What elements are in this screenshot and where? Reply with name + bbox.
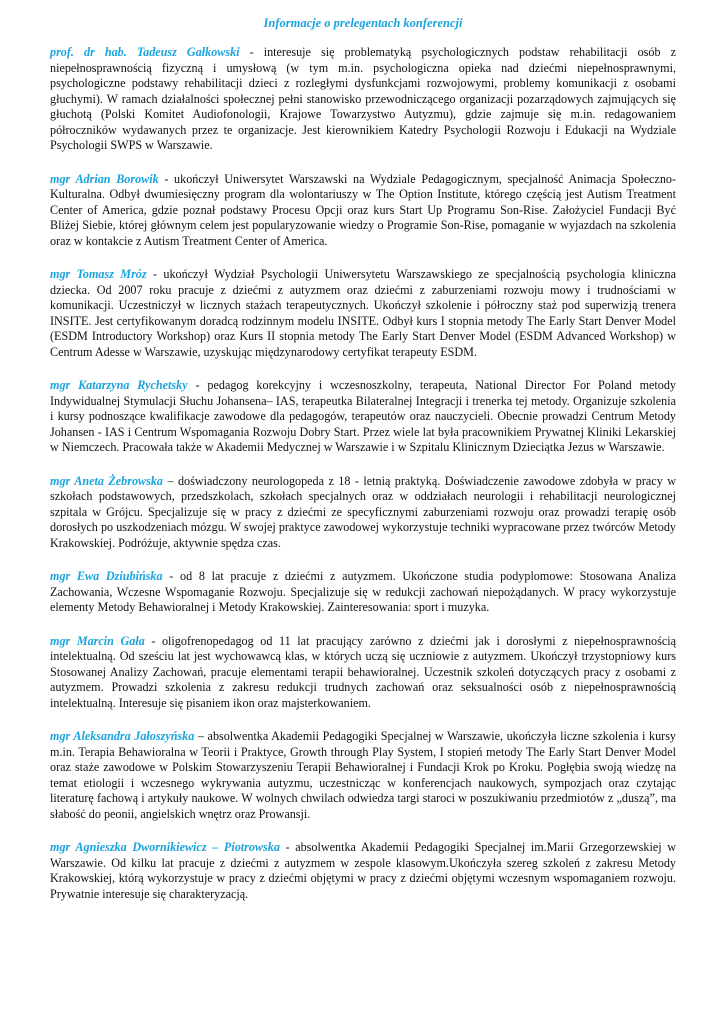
speaker-entry xyxy=(50,840,676,902)
speaker-name: mgr Adrian Borowik xyxy=(50,171,159,186)
speaker-bio: - oligofrenopedagog od 11 lat pracujący zarówno z dziećmi jak i dorosłymi z niepełnosprawnością intelektualną. Od sześciu lat jest wychowawcą klas, w których uczą się uczniowie z autyzmem. Ukończył trzystopniowy kurs Stosowanej Analizy Zachowań, pracuje elementami terapii behawioralnej. Uczestnik szkoleń dotyczących pracy z osobami z autyzmem. Prowadzi szkolenia z zakresu redukcji trudnych zachowań oraz seksualności osób z niepełnosprawnością intelektualną. Interesuje się pisaniem ikon oraz majsterkowaniem. xyxy=(50,633,676,710)
speaker-entry xyxy=(50,729,676,822)
speaker-entry xyxy=(50,45,676,154)
speaker-entry xyxy=(50,474,676,552)
speaker-entry xyxy=(50,569,676,616)
speaker-bio: - od 8 lat pracuje z dziećmi z autyzmem. Ukończone studia podyplomowe: Stosowana Analiza Zachowania, Wczesne Wspomaganie Rozwoju. Specjalizuje się w redukcji zachowań niepożądanych. W pracy wykorzystuje elementy Metody Behawioralnej i Metody Krakowskiej. Zainteresowania: sport i muzyka. xyxy=(50,569,676,614)
speaker-name: prof. dr hab. Tadeusz Gałkowski xyxy=(50,45,240,59)
speaker-bio: - ukończył Wydział Psychologii Uniwersytetu Warszawskiego ze specjalnością psychologia kliniczna dziecka. Od 2007 roku pracuje z dziećmi z autyzmem oraz dziećmi z zaburzeniami rozwoju mowy i trudnościami w komunikacji. Uczestniczył w licznych stażach terapeutycznych. Ukończył szkolenie i półroczny staż pod superwizją trenera INSITE. Jest certyfikowanym doradcą rodzinnym modelu INSITE. Odbył kurs I stopnia metody The Early Start Denver Model (ESDM Introductory Workshop) oraz Kurs II stopnia metody The Early Start Denver Model (ESDM Advanced Workshop) w Centrum Adesse w Warszawie, uzyskując międzynarodowy certyfikat terapeuty ESDM. xyxy=(50,267,676,359)
speaker-name: mgr Marcin Gała xyxy=(50,633,145,648)
speaker-bio: – absolwentka Akademii Pedagogiki Specjalnej w Warszawie, ukończyła liczne szkolenia i kursy m.in. Terapia Behawioralna w Teorii i Praktyce, Growth through Play System, I stopień metody The Early Start Denver Model oraz staże zawodowe w Polskim Stowarzyszeniu Terapii Behawioralnej i Fundacji Krok po Kroku. Pogłębia swoją wiedzę na temat etiologii i wczesnego wykrywania autyzmu, uczestnicząc w konferencjach naukowych, sympozjach oraz czytając literaturę fachową i artykuły naukowe. W wolnych chwilach odwiedza targi staroci w poszukiwaniu przedmiotów z „duszą”, ma słabość do peonii, angielskich wnętrz oraz Prowansji. xyxy=(50,729,676,821)
speaker-name: mgr Agnieszka Dwornikiewicz – Piotrowska xyxy=(50,840,280,854)
speaker-name: mgr Aneta Żebrowska xyxy=(50,473,163,488)
speaker-entry xyxy=(50,267,676,360)
speaker-entry xyxy=(50,634,676,712)
speaker-bio: - pedagog korekcyjny i wczesnoszkolny, terapeuta, National Director For Poland metody Indywidualnej Stymulacji Słuchu Johansena– IAS, terapeutka Bilateralnej Integracji i trenerka tej metody. Organizuje szkolenia i kursy podnoszące kwalifikacje zawodowe dla pedagogów, terapeutów oraz nauczycieli. Obecnie prowadzi Centrum Metody Johansen - IAS i Centrum Wspomagania Rozwoju Dobry Start. Przez wiele lat była pracownikiem Prywatnej Kliniki Lekarskiej w Niemczech. Pracowała także w Akademii Medycznej w Warszawie i w Szpitalu Klinicznym Dzieciątka Jezus w Warszawie. xyxy=(50,378,677,454)
speaker-bio: - interesuje się problematyką psychologicznych podstaw rehabilitacji osób z niepełnosprawnością fizyczną i umysłową (w tym m.in. psychologiczna opieka nad dziećmi niepełnosprawnymi, psychologiczne podstawy rehabilitacji dzieci z rozległymi dysfunkcjami rozwojowymi, problemy komunikacji z osobami głuchymi). W ramach działalności społecznej pełni stanowisko przewodniczącego organizacji pozarządowych zajmujących się głuchotą (Polski Komitet Audiofonologii, Krajowe Towarzystwo Autyzmu), gdzie zajmuje się m.in. redagowaniem półroczników wydawanych przez te organizacje. Jest kierownikiem Katedry Psychologii Rozwoju i Edukacji na Wydziale Psychologii SWPS w Warszawie. xyxy=(50,45,676,152)
speaker-name: mgr Tomasz Mróz xyxy=(50,267,147,281)
speaker-bio: - ukończył Uniwersytet Warszawski na Wydziale Pedagogicznym, specjalność Animacja Społeczno-Kulturalna. Odbył dwumiesięczny program dla wolontariuszy w The Option Institute, którego częścią jest Autism Treatment Center of America, gdzie poznał podstawy Procesu Opcji oraz kurs Start Up Programu Son-Rise. Założyciel Fundacji Być Bliżej Siebie, której głównym celem jest popularyzowanie wiedzy o Programie Son-Rise, pomaganie w wyjazdach na szkolenia oraz w kontakcie z Autism Treatment Center of America. xyxy=(50,171,676,248)
speaker-bio: - absolwentka Akademii Pedagogiki Specjalnej im.Marii Grzegorzewskiej w Warszawie. Od kilku lat pracuje z dziećmi z autyzmem w zespole klasowym.Ukończyła szereg szkoleń z zakresu Metody Krakowskiej, którą wykorzystuje w pracy z dziećmi objętymi w pracy z dziećmi objętymi wczesnym wspomaganiem rozwoju. Prywatnie interesuje się charakteryzacją. xyxy=(50,840,676,901)
speaker-name: mgr Aleksandra Jałoszyńska xyxy=(50,729,195,743)
document-page xyxy=(50,14,676,920)
speaker-bio: – doświadczony neurologopeda z 18 - letnią praktyką. Doświadczenie zawodowe zdobyła w pracy w szkołach podstawowych, przedszkolach, szkołach specjalnych oraz w oddziałach neurologii i rehabilitacji neurologicznej szpitala w Grójcu. Specjalizuje się w pracy z dziećmi ze specyficznymi zaburzeniami rozwoju oraz prowadzi terapię osób dorosłych po uszkodzeniach mózgu. W swojej praktyce zawodowej wykorzystuje techniki wypracowane przez twórców Metody Krakowskiej. Podróżuje, aktywnie spędza czas. xyxy=(50,473,676,550)
speaker-name: mgr Ewa Dziubińska xyxy=(50,569,163,583)
speaker-name: mgr Katarzyna Rychetsky xyxy=(50,378,188,392)
document-title: Informacje o prelegentach konferencji xyxy=(263,16,463,30)
speaker-entry xyxy=(50,378,676,456)
speaker-entry xyxy=(50,172,676,250)
